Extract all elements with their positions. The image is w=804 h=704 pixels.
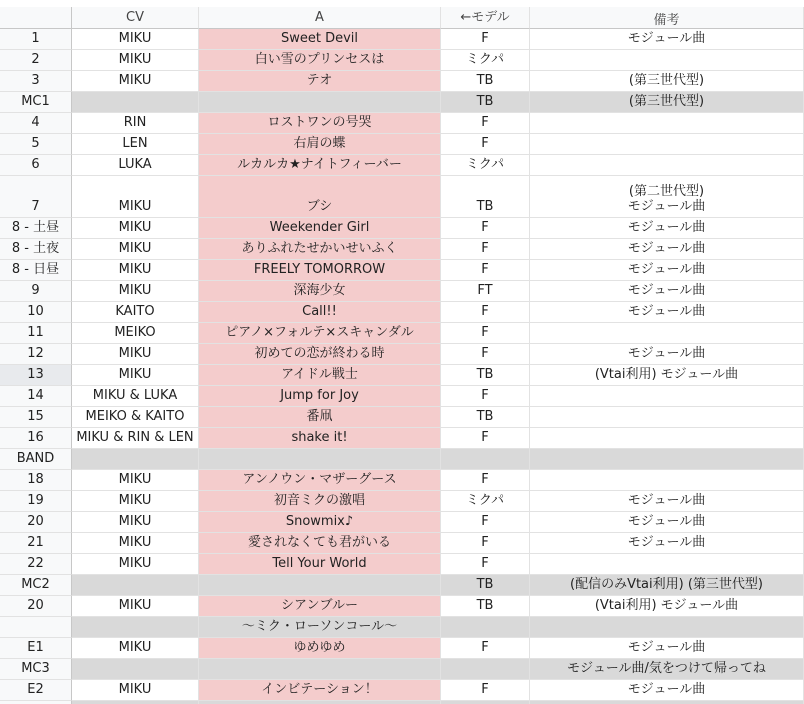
notes-cell[interactable]	[530, 638, 804, 659]
notes-cell[interactable]	[530, 428, 804, 449]
table-row	[0, 365, 804, 386]
table-row	[0, 302, 804, 323]
cv-cell[interactable]: KAITO	[72, 302, 199, 323]
note-line: モジュール曲	[627, 346, 706, 361]
cv-cell[interactable]: MIKU	[72, 533, 199, 554]
table-row	[0, 512, 804, 533]
note-line: モジュール曲	[627, 283, 706, 298]
note-line: モジュール曲	[627, 199, 706, 214]
notes-cell[interactable]	[530, 470, 804, 491]
notes-cell[interactable]	[530, 617, 804, 638]
cv-cell[interactable]	[72, 659, 199, 680]
model-cell[interactable]	[441, 659, 530, 680]
song-cell[interactable]: 白い雪のプリンセスは	[199, 50, 441, 71]
model-cell[interactable]: F	[441, 113, 530, 134]
song-cell[interactable]	[199, 92, 441, 113]
note-line: (Vtai利用) モジュール曲	[594, 367, 739, 382]
model-cell[interactable]: F	[441, 323, 530, 344]
note-line: (配信のみVtai利用) (第三世代型)	[570, 577, 763, 592]
model-cell[interactable]: F	[441, 428, 530, 449]
notes-cell[interactable]	[530, 344, 804, 365]
song-cell[interactable]: Weekender Girl	[199, 218, 441, 239]
song-cell[interactable]: インビテーション！	[199, 680, 441, 701]
model-cell[interactable]: TB	[441, 92, 530, 113]
table-row	[0, 50, 804, 71]
row-number-cell[interactable]: 5	[0, 134, 72, 155]
notes-cell[interactable]	[530, 176, 804, 218]
row-number-cell[interactable]: 12	[0, 344, 72, 365]
model-cell[interactable]: F	[441, 218, 530, 239]
table-row	[0, 533, 804, 554]
note-line: モジュール曲	[627, 262, 706, 277]
notes-cell[interactable]	[530, 554, 804, 575]
column-header-cv[interactable]: CV	[72, 7, 199, 29]
song-cell[interactable]: アンノウン・マザーグース	[199, 470, 441, 491]
notes-cell[interactable]	[530, 449, 804, 470]
model-cell[interactable]: F	[441, 29, 530, 50]
row-number-cell[interactable]: 1	[0, 29, 72, 50]
cv-cell[interactable]: MIKU	[72, 491, 199, 512]
table-row	[0, 449, 804, 470]
song-cell[interactable]	[199, 659, 441, 680]
model-cell[interactable]: TB	[441, 596, 530, 617]
song-cell[interactable]: 初音ミクの激唱	[199, 491, 441, 512]
notes-cell[interactable]	[530, 302, 804, 323]
row-number-cell[interactable]: 16	[0, 428, 72, 449]
notes-cell[interactable]	[530, 92, 804, 113]
row-number-cell[interactable]: 20	[0, 512, 72, 533]
model-cell[interactable]: ミクパ	[441, 50, 530, 71]
notes-cell[interactable]	[530, 50, 804, 71]
cv-cell[interactable]: LEN	[72, 134, 199, 155]
song-cell[interactable]: シアンブルー	[199, 596, 441, 617]
model-cell[interactable]: F	[441, 344, 530, 365]
table-row	[0, 218, 804, 239]
notes-cell[interactable]	[530, 680, 804, 701]
cv-cell[interactable]	[72, 617, 199, 638]
note-line: モジュール曲/気をつけて帰ってね	[567, 661, 766, 676]
notes-cell[interactable]	[530, 491, 804, 512]
notes-cell[interactable]	[530, 29, 804, 50]
notes-cell[interactable]	[530, 113, 804, 134]
cv-cell[interactable]: MIKU	[72, 29, 199, 50]
table-row	[0, 344, 804, 365]
table-row	[0, 113, 804, 134]
row-number-cell[interactable]: MC1	[0, 92, 72, 113]
cv-cell[interactable]	[72, 575, 199, 596]
notes-cell[interactable]	[530, 134, 804, 155]
model-cell[interactable]: F	[441, 302, 530, 323]
table-row	[0, 239, 804, 260]
note-line: モジュール曲	[627, 682, 706, 697]
notes-cell[interactable]	[530, 659, 804, 680]
model-cell[interactable]: F	[441, 638, 530, 659]
notes-cell[interactable]	[530, 596, 804, 617]
table-row	[0, 71, 804, 92]
row-number-cell[interactable]: 8 - 土昼	[0, 218, 72, 239]
row-number-cell[interactable]: MC2	[0, 575, 72, 596]
table-row	[0, 470, 804, 491]
row-number-cell[interactable]: 2	[0, 50, 72, 71]
note-line: モジュール曲	[627, 640, 706, 655]
cv-cell[interactable]: RIN	[72, 113, 199, 134]
table-row	[0, 491, 804, 512]
row-number-cell[interactable]	[0, 617, 72, 638]
cv-cell[interactable]: MIKU	[72, 50, 199, 71]
cv-cell[interactable]: LUKA	[72, 155, 199, 176]
song-cell[interactable]: 初めての恋が終わる時	[199, 344, 441, 365]
row-number-cell[interactable]: 10	[0, 302, 72, 323]
corner-cell[interactable]	[0, 7, 72, 29]
model-cell[interactable]: F	[441, 239, 530, 260]
notes-cell[interactable]	[530, 365, 804, 386]
note-line: モジュール曲	[627, 514, 706, 529]
cv-cell[interactable]: MIKU	[72, 71, 199, 92]
note-line: モジュール曲	[627, 493, 706, 508]
table-row	[0, 596, 804, 617]
note-line: モジュール曲	[627, 304, 706, 319]
row-number-cell[interactable]: 21	[0, 533, 72, 554]
song-cell[interactable]: 愛されなくても君がいる	[199, 533, 441, 554]
model-cell[interactable]: TB	[441, 365, 530, 386]
notes-cell[interactable]	[530, 386, 804, 407]
notes-cell[interactable]	[530, 281, 804, 302]
model-cell[interactable]: F	[441, 512, 530, 533]
model-cell[interactable]: F	[441, 134, 530, 155]
model-cell[interactable]: FT	[441, 281, 530, 302]
song-cell[interactable]: ロストワンの号哭	[199, 113, 441, 134]
song-cell[interactable]: 番凧	[199, 407, 441, 428]
model-cell[interactable]: TB	[441, 407, 530, 428]
cv-cell[interactable]: MIKU	[72, 470, 199, 491]
table-row	[0, 554, 804, 575]
cv-cell[interactable]: MIKU	[72, 281, 199, 302]
model-cell[interactable]	[441, 449, 530, 470]
table-row	[0, 659, 804, 680]
table-row	[0, 680, 804, 701]
note-line: (第三世代型)	[628, 94, 705, 109]
song-cell[interactable]: Snowmix♪	[199, 512, 441, 533]
model-cell[interactable]: F	[441, 260, 530, 281]
column-header-model[interactable]: ←モデル	[441, 7, 530, 29]
notes-cell[interactable]	[530, 512, 804, 533]
row-number-cell[interactable]: MC3	[0, 659, 72, 680]
model-cell[interactable]: TB	[441, 176, 530, 218]
row-number-cell[interactable]: 7	[0, 176, 72, 218]
row-number-cell[interactable]: 8 - 日昼	[0, 260, 72, 281]
notes-cell[interactable]	[530, 575, 804, 596]
column-header-row	[0, 7, 804, 29]
table-row	[0, 617, 804, 638]
table-row	[0, 575, 804, 596]
cv-cell[interactable]: MIKU & LUKA	[72, 386, 199, 407]
row-number-cell[interactable]: 18	[0, 470, 72, 491]
cv-cell[interactable]: MIKU	[72, 176, 199, 218]
note-line: (第二世代型)	[628, 184, 705, 199]
model-cell[interactable]: TB	[441, 575, 530, 596]
song-cell[interactable]: Sweet Devil	[199, 29, 441, 50]
song-cell[interactable]: ブシ	[199, 176, 441, 218]
table-row	[0, 29, 804, 50]
row-number-cell[interactable]: E2	[0, 680, 72, 701]
row-number-cell[interactable]: 22	[0, 554, 72, 575]
cv-cell[interactable]: MIKU	[72, 596, 199, 617]
row-number-cell[interactable]: 19	[0, 491, 72, 512]
song-cell[interactable]: Call!!	[199, 302, 441, 323]
cv-cell[interactable]: MEIKO & KAITO	[72, 407, 199, 428]
model-cell[interactable]	[441, 617, 530, 638]
cv-cell[interactable]: MIKU	[72, 344, 199, 365]
table-row	[0, 407, 804, 428]
notes-cell[interactable]	[530, 239, 804, 260]
song-cell[interactable]: アイドル戦士	[199, 365, 441, 386]
song-cell[interactable]: 〜ミク・ローソンコール〜	[199, 617, 441, 638]
model-cell[interactable]: ミクパ	[441, 491, 530, 512]
note-line: モジュール曲	[627, 241, 706, 256]
table-row	[0, 155, 804, 176]
row-number-cell[interactable]: 20	[0, 596, 72, 617]
table-row	[0, 428, 804, 449]
song-cell[interactable]: ありふれたせかいせいふく	[199, 239, 441, 260]
note-line: モジュール曲	[627, 31, 706, 46]
song-cell[interactable]: ゆめゆめ	[199, 638, 441, 659]
row-number-cell[interactable]: 3	[0, 71, 72, 92]
table-row	[0, 638, 804, 659]
cv-cell[interactable]	[72, 92, 199, 113]
cv-cell[interactable]	[72, 449, 199, 470]
model-cell[interactable]: F	[441, 533, 530, 554]
row-number-cell[interactable]: 14	[0, 386, 72, 407]
song-cell[interactable]: shake it!	[199, 428, 441, 449]
song-cell[interactable]: FREELY TOMORROW	[199, 260, 441, 281]
row-number-cell[interactable]: 9	[0, 281, 72, 302]
table-row	[0, 176, 804, 218]
model-cell[interactable]: TB	[441, 71, 530, 92]
notes-cell[interactable]	[530, 218, 804, 239]
song-cell[interactable]	[199, 575, 441, 596]
row-number-cell[interactable]: 8 - 土夜	[0, 239, 72, 260]
notes-cell[interactable]	[530, 260, 804, 281]
table-row	[0, 134, 804, 155]
row-number-cell[interactable]: 11	[0, 323, 72, 344]
column-header-a[interactable]: A	[199, 7, 441, 29]
song-cell[interactable]: ルカルカ★ナイトフィーバー	[199, 155, 441, 176]
row-number-cell[interactable]: 6	[0, 155, 72, 176]
cv-cell[interactable]: MIKU	[72, 239, 199, 260]
note-line: (第三世代型)	[628, 73, 705, 88]
song-cell[interactable]: 深海少女	[199, 281, 441, 302]
cv-cell[interactable]: MIKU	[72, 260, 199, 281]
notes-cell[interactable]	[530, 407, 804, 428]
cv-cell[interactable]: MIKU	[72, 554, 199, 575]
column-header-notes[interactable]: 備考	[530, 7, 804, 29]
cv-cell[interactable]: MEIKO	[72, 323, 199, 344]
table-row	[0, 386, 804, 407]
table-row	[0, 323, 804, 344]
cv-cell[interactable]: MIKU	[72, 365, 199, 386]
table-row	[0, 260, 804, 281]
table-row	[0, 281, 804, 302]
model-cell[interactable]: F	[441, 470, 530, 491]
notes-cell[interactable]	[530, 155, 804, 176]
model-cell[interactable]: F	[441, 554, 530, 575]
song-cell[interactable]: Tell Your World	[199, 554, 441, 575]
row-number-cell[interactable]: E1	[0, 638, 72, 659]
note-line: (Vtai利用) モジュール曲	[594, 598, 739, 613]
song-cell[interactable]	[199, 449, 441, 470]
song-cell[interactable]: ピアノ×フォルテ×スキャンダル	[199, 323, 441, 344]
model-cell[interactable]: F	[441, 386, 530, 407]
row-number-cell[interactable]: 4	[0, 113, 72, 134]
table-row	[0, 92, 804, 113]
song-cell[interactable]: テオ	[199, 71, 441, 92]
model-cell[interactable]: ミクパ	[441, 155, 530, 176]
note-line: モジュール曲	[627, 535, 706, 550]
row-number-cell[interactable]: 15	[0, 407, 72, 428]
cv-cell[interactable]: MIKU & RIN & LEN	[72, 428, 199, 449]
cv-cell[interactable]: MIKU	[72, 638, 199, 659]
cv-cell[interactable]: MIKU	[72, 512, 199, 533]
row-number-cell[interactable]: 13	[0, 365, 72, 386]
note-line: モジュール曲	[627, 220, 706, 235]
row-number-cell[interactable]: BAND	[0, 449, 72, 470]
cv-cell[interactable]: MIKU	[72, 218, 199, 239]
song-cell[interactable]: 右肩の蝶	[199, 134, 441, 155]
model-cell[interactable]: F	[441, 680, 530, 701]
notes-cell[interactable]	[530, 71, 804, 92]
cv-cell[interactable]: MIKU	[72, 680, 199, 701]
song-cell[interactable]: Jump for Joy	[199, 386, 441, 407]
notes-cell[interactable]	[530, 323, 804, 344]
notes-cell[interactable]	[530, 533, 804, 554]
